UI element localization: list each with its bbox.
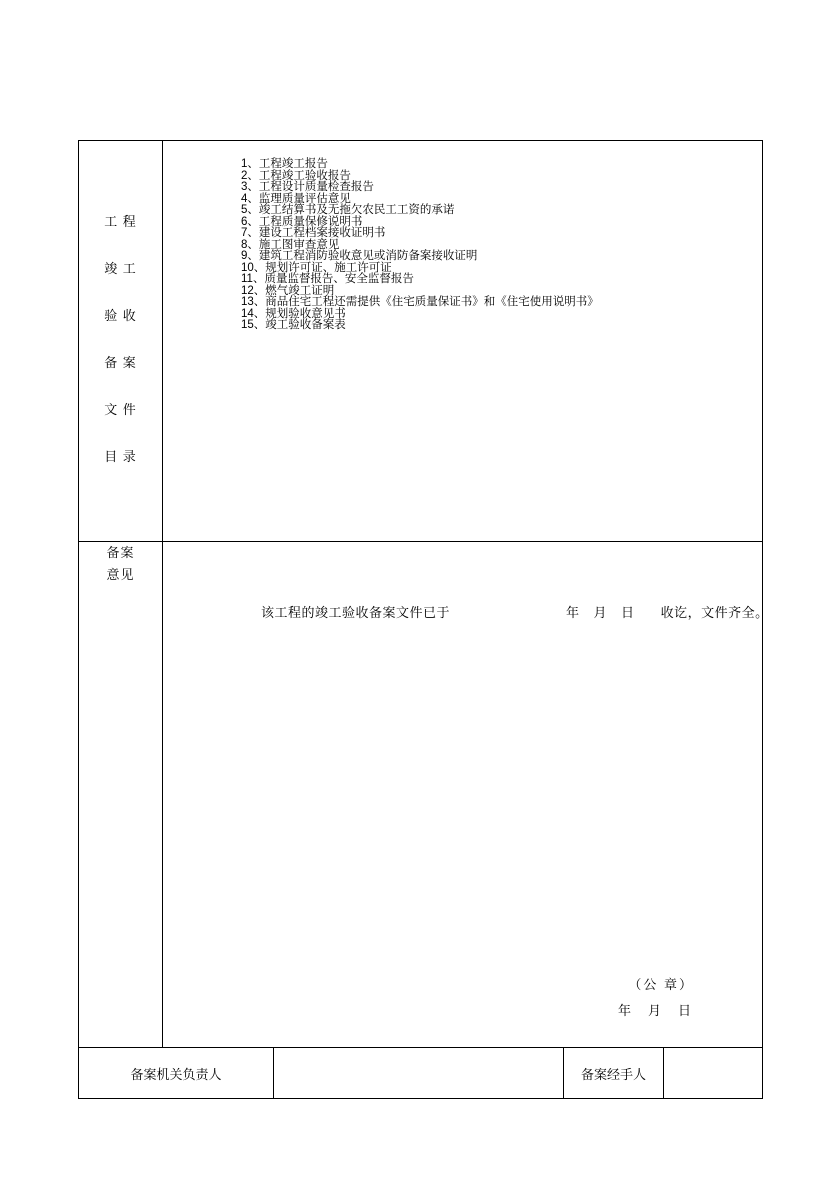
catalog-label-line-4: 备 案 (104, 355, 137, 370)
opinion-text-after: 收讫，文件齐全。 (660, 605, 769, 620)
list-item: 4、监理质量评估意见 (241, 192, 351, 205)
catalog-label-line-2: 竣 工 (104, 261, 137, 276)
catalog-list (163, 141, 762, 332)
list-item: 8、施工图审查意见 (241, 238, 340, 251)
list-item: 5、竣工结算书及无拖欠农民工工资的承诺 (241, 204, 455, 216)
handler-label: 备案经手人 (564, 1048, 664, 1099)
list-item: 1、工程竣工报告 (241, 158, 328, 170)
catalog-label-cell (79, 141, 163, 542)
seal-date (618, 1000, 692, 1019)
opinion-month: 月 (593, 605, 608, 620)
catalog-label-line-1: 工 程 (104, 214, 137, 229)
opinion-content-cell (163, 542, 769, 1048)
seal-placeholder: （公 章） (628, 977, 694, 992)
opinion-year: 年 (566, 605, 580, 620)
list-item: 2、工程竣工验收报告 (241, 169, 351, 182)
filing-form-table (78, 140, 769, 1099)
catalog-row (79, 141, 763, 542)
responsible-person-label: 备案机关负责人 (79, 1048, 274, 1099)
catalog-label-line-3: 验 收 (104, 308, 137, 323)
opinion-row (79, 542, 763, 1048)
list-item: 10、规划许可证、施工许可证 (241, 261, 392, 274)
list-item: 6、工程质量保修说明书 (241, 215, 363, 228)
handler-value[interactable] (664, 1048, 763, 1099)
opinion-day: 日 (621, 605, 635, 620)
list-item: 13、商品住宅工程还需提供《住宅质量保证书》和《住宅使用说明书》 (241, 296, 599, 308)
catalog-label-line-6: 目 录 (104, 449, 137, 464)
list-item: 7、建设工程档案接收证明书 (241, 227, 386, 239)
list-item: 9、建筑工程消防验收意见或消防备案接收证明 (241, 250, 478, 262)
list-item: 15、竣工验收备案表 (241, 319, 346, 331)
signature-row (79, 1048, 763, 1099)
catalog-label-stack (79, 141, 162, 463)
catalog-label-line-5: 文 件 (104, 402, 137, 417)
opinion-label-line-2: 意见 (106, 567, 135, 583)
list-item: 11、质量监督报告、安全监督报告 (241, 273, 414, 285)
opinion-text-before: 该工程的竣工验收备案文件已于 (261, 605, 451, 620)
list-item: 14、规划验收意见书 (241, 307, 346, 320)
seal-year: 年 (617, 1003, 632, 1018)
seal-month: 月 (647, 1003, 662, 1018)
list-item: 3、工程设计质量检查报告 (241, 181, 374, 193)
opinion-label-line-1: 备案 (106, 545, 135, 560)
catalog-content-cell (163, 141, 763, 542)
responsible-person-value[interactable] (274, 1048, 564, 1099)
list-item: 12、燃气竣工证明 (241, 284, 335, 297)
opinion-statement (261, 602, 769, 621)
seal-day: 日 (677, 1003, 692, 1018)
opinion-label-cell (79, 542, 163, 1048)
